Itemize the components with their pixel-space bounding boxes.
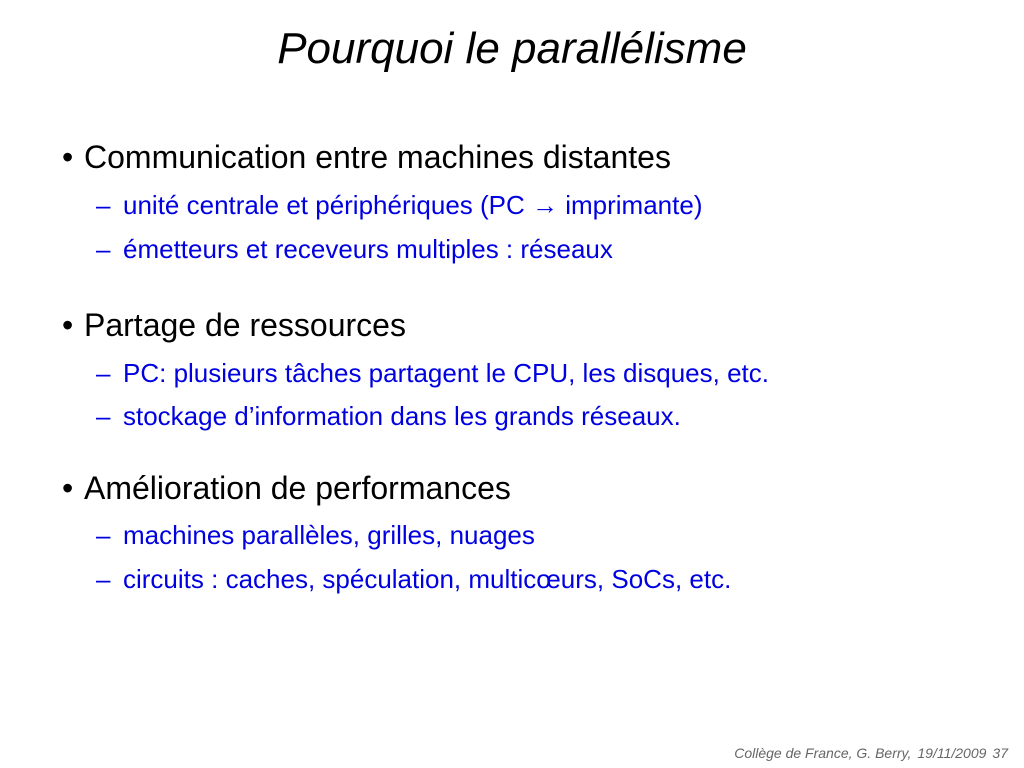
sub-marker: – bbox=[96, 190, 111, 220]
sub-item bbox=[96, 356, 769, 390]
sub-item bbox=[96, 188, 702, 222]
sub-marker: – bbox=[96, 520, 111, 550]
slide-title: Pourquoi le parallélisme bbox=[277, 24, 747, 73]
bullet-marker: • bbox=[62, 139, 74, 175]
footer-source: Collège de France, G. Berry, bbox=[734, 745, 912, 761]
bullet-text: Communication entre machines distantes bbox=[84, 139, 671, 175]
footer-date: 19/11/2009 bbox=[917, 745, 987, 761]
bullet-communication bbox=[62, 137, 671, 177]
bullet-marker: • bbox=[62, 307, 74, 343]
sub-item bbox=[96, 399, 681, 433]
sub-item-text: stockage d’information dans les grands réseaux. bbox=[123, 401, 681, 431]
slide-footer bbox=[728, 744, 1008, 762]
bullet-text: Partage de ressources bbox=[84, 307, 406, 343]
sub-item bbox=[96, 518, 535, 552]
sub-marker: – bbox=[96, 401, 111, 431]
bullet-partage bbox=[62, 305, 406, 345]
sub-marker: – bbox=[96, 564, 111, 594]
bullet-amelioration bbox=[62, 468, 511, 508]
sub-item bbox=[96, 562, 731, 596]
bullet-marker: • bbox=[62, 470, 74, 506]
sub-marker: – bbox=[96, 234, 111, 264]
sub-item bbox=[96, 232, 613, 266]
sub-item-text: PC: plusieurs tâches partagent le CPU, les disques, etc. bbox=[123, 358, 769, 388]
sub-item-text: machines parallèles, grilles, nuages bbox=[123, 520, 535, 550]
bullet-text: Amélioration de performances bbox=[84, 470, 511, 506]
sub-item-text: circuits : caches, spéculation, multicœurs, SoCs, etc. bbox=[123, 564, 732, 594]
sub-item-text: émetteurs et receveurs multiples : réseaux bbox=[123, 234, 613, 264]
sub-item-text: unité centrale et périphériques (PC → imprimante) bbox=[123, 190, 703, 220]
sub-marker: – bbox=[96, 358, 111, 388]
footer-page-number: 37 bbox=[992, 745, 1008, 761]
